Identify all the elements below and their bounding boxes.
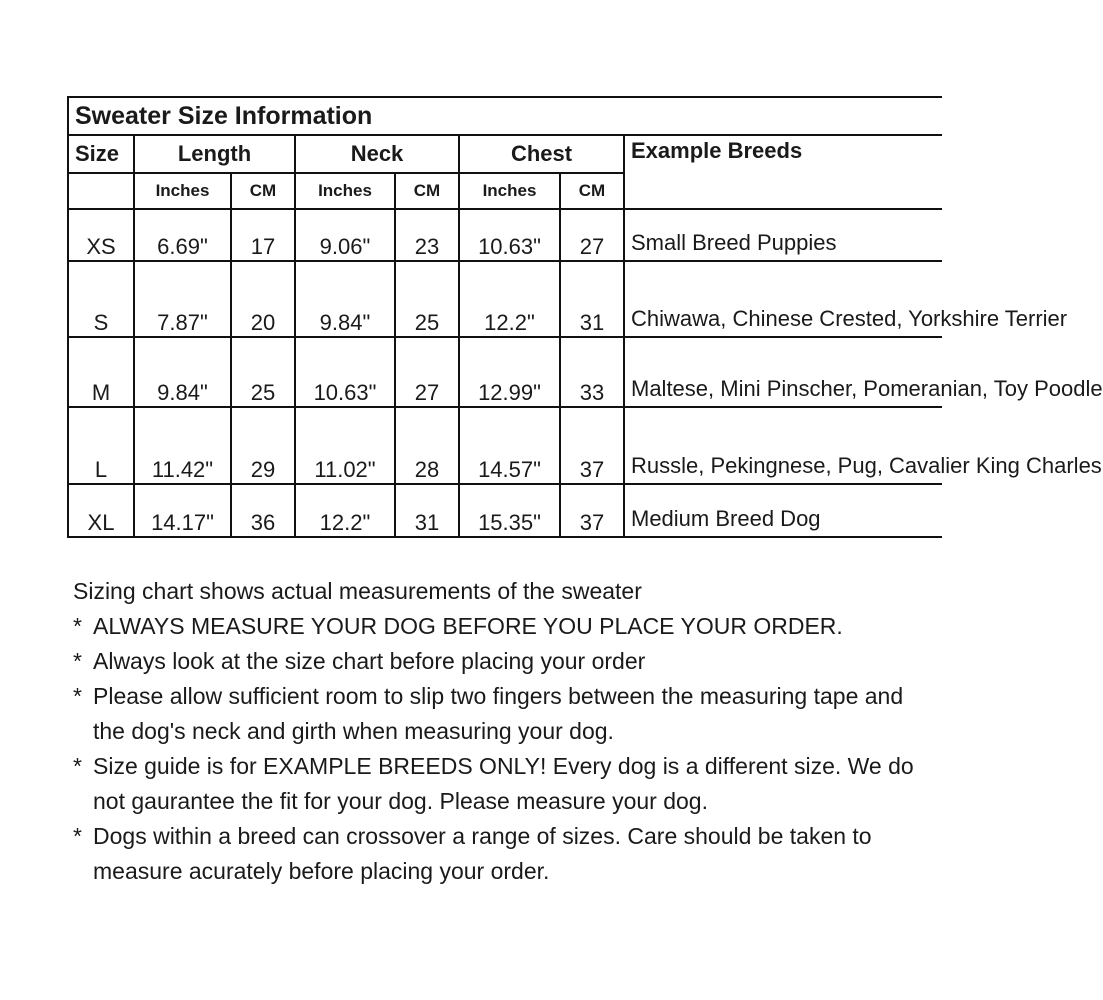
- header-example-breeds: Example Breeds: [624, 135, 942, 209]
- row-neck-inches: 9.06": [295, 209, 395, 261]
- row-chest-cm: 37: [560, 407, 624, 484]
- bullet-asterisk: *: [73, 613, 82, 639]
- row-breeds: Russle, Pekingnese, Pug, Cavalier King Charles: [624, 407, 942, 484]
- row-chest-inches: 10.63": [459, 209, 560, 261]
- bullet-asterisk: *: [73, 648, 82, 674]
- unit-neck-inches: Inches: [295, 173, 395, 209]
- row-neck-inches: 12.2": [295, 484, 395, 537]
- row-breeds: Medium Breed Dog: [624, 484, 942, 537]
- row-neck-inches: 11.02": [295, 407, 395, 484]
- note-text: ALWAYS MEASURE YOUR DOG BEFORE YOU PLACE YOUR ORDER.: [93, 613, 843, 639]
- table-row: [68, 209, 942, 261]
- row-size: M: [68, 337, 134, 407]
- row-size: L: [68, 407, 134, 484]
- sizing-notes: [73, 574, 933, 889]
- notes-intro: Sizing chart shows actual measurements of the sweater: [73, 578, 642, 604]
- row-length-inches: 6.69": [134, 209, 231, 261]
- row-chest-inches: 12.99": [459, 337, 560, 407]
- row-chest-inches: 14.57": [459, 407, 560, 484]
- row-breeds: Maltese, Mini Pinscher, Pomeranian, Toy Poodle: [624, 337, 942, 407]
- row-size: S: [68, 261, 134, 337]
- row-length-cm: 29: [231, 407, 295, 484]
- bullet-asterisk: *: [73, 823, 82, 849]
- row-breeds: Small Breed Puppies: [624, 209, 942, 261]
- table-row: [68, 337, 942, 407]
- unit-chest-cm: CM: [560, 173, 624, 209]
- row-length-cm: 17: [231, 209, 295, 261]
- row-neck-inches: 10.63": [295, 337, 395, 407]
- row-length-cm: 36: [231, 484, 295, 537]
- list-item: [73, 609, 933, 644]
- row-size: XS: [68, 209, 134, 261]
- table-title: Sweater Size Information: [68, 97, 942, 135]
- row-chest-inches: 15.35": [459, 484, 560, 537]
- row-chest-cm: 37: [560, 484, 624, 537]
- row-length-inches: 7.87": [134, 261, 231, 337]
- row-length-inches: 14.17": [134, 484, 231, 537]
- note-text: Size guide is for EXAMPLE BREEDS ONLY! Every dog is a different size. We do not gaurantee the fit for your dog. Please measure your dog.: [93, 753, 914, 814]
- row-length-inches: 11.42": [134, 407, 231, 484]
- note-text: Please allow sufficient room to slip two fingers between the measuring tape and the dog's neck and girth when measuring your dog.: [93, 683, 904, 744]
- row-neck-inches: 9.84": [295, 261, 395, 337]
- size-chart: [67, 96, 1103, 538]
- list-item: [73, 644, 933, 679]
- row-length-cm: 25: [231, 337, 295, 407]
- list-item: [73, 749, 933, 819]
- row-chest-cm: 31: [560, 261, 624, 337]
- table-row: [68, 484, 942, 537]
- unit-length-cm: CM: [231, 173, 295, 209]
- note-text: Always look at the size chart before placing your order: [93, 648, 646, 674]
- row-size: XL: [68, 484, 134, 537]
- table-row: [68, 261, 942, 337]
- header-size-blank: [68, 173, 134, 209]
- row-breeds: Chiwawa, Chinese Crested, Yorkshire Terrier: [624, 261, 942, 337]
- header-size: Size: [68, 135, 134, 173]
- list-item: [73, 679, 933, 749]
- row-length-inches: 9.84": [134, 337, 231, 407]
- row-neck-cm: 31: [395, 484, 459, 537]
- header-length: Length: [134, 135, 295, 173]
- unit-neck-cm: CM: [395, 173, 459, 209]
- row-neck-cm: 28: [395, 407, 459, 484]
- row-neck-cm: 23: [395, 209, 459, 261]
- note-text: Dogs within a breed can crossover a range of sizes. Care should be taken to measure acurately before placing your order.: [93, 823, 872, 884]
- size-table: [67, 96, 1103, 538]
- row-chest-cm: 27: [560, 209, 624, 261]
- header-chest: Chest: [459, 135, 624, 173]
- header-neck: Neck: [295, 135, 459, 173]
- table-row: [68, 407, 942, 484]
- unit-length-inches: Inches: [134, 173, 231, 209]
- row-length-cm: 20: [231, 261, 295, 337]
- row-chest-inches: 12.2": [459, 261, 560, 337]
- row-neck-cm: 27: [395, 337, 459, 407]
- row-neck-cm: 25: [395, 261, 459, 337]
- bullet-asterisk: *: [73, 753, 82, 779]
- unit-chest-inches: Inches: [459, 173, 560, 209]
- bullet-asterisk: *: [73, 683, 82, 709]
- list-item: [73, 819, 933, 889]
- row-chest-cm: 33: [560, 337, 624, 407]
